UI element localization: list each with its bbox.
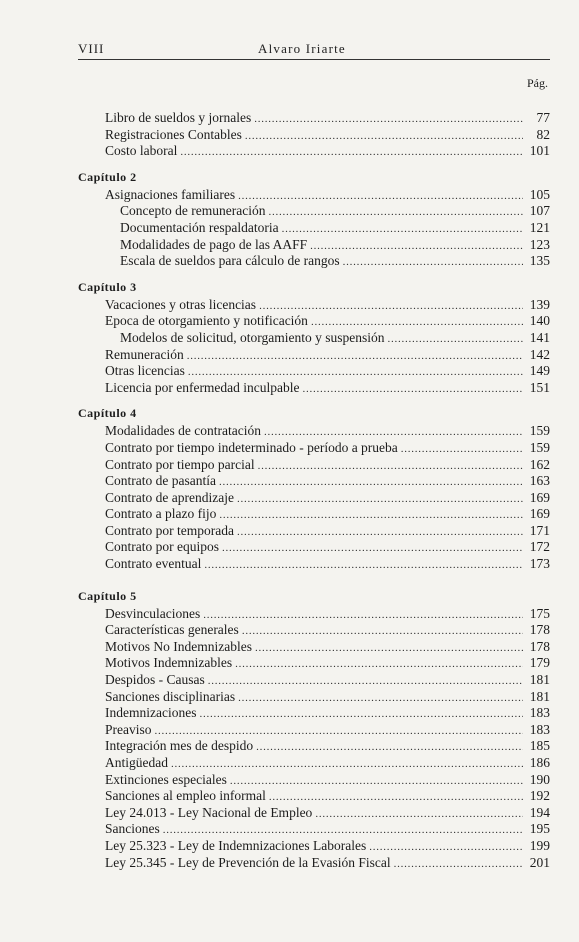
toc-entry bbox=[78, 110, 550, 127]
dot-leader bbox=[155, 723, 524, 740]
toc-entry-page: 101 bbox=[529, 143, 550, 159]
toc-entry bbox=[78, 490, 550, 507]
chapter-heading: Capítulo 2 bbox=[78, 169, 137, 184]
toc-entry-title: Concepto de remuneración bbox=[120, 203, 266, 219]
toc-entry-page: 190 bbox=[529, 771, 550, 787]
toc-entry-page: 139 bbox=[529, 296, 550, 312]
dot-leader bbox=[255, 640, 523, 657]
toc-entry-page: 194 bbox=[529, 804, 550, 820]
toc-entry-page: 181 bbox=[529, 688, 550, 704]
toc-entry bbox=[78, 220, 550, 237]
dot-leader bbox=[203, 607, 523, 624]
toc-entry-title: Indemnizaciones bbox=[105, 705, 197, 721]
toc-entry-page: 195 bbox=[529, 821, 550, 837]
toc-entry-title: Registraciones Contables bbox=[105, 126, 242, 142]
dot-leader bbox=[171, 756, 523, 773]
toc-entry-page: 179 bbox=[529, 655, 550, 671]
toc-entry bbox=[78, 330, 550, 347]
toc-entry-title: Integración mes de despido bbox=[105, 738, 254, 754]
toc-entry bbox=[78, 440, 550, 457]
dot-leader bbox=[269, 789, 523, 806]
toc-entry bbox=[78, 556, 550, 573]
toc-entry-page: 178 bbox=[529, 622, 550, 638]
dot-leader bbox=[245, 128, 523, 145]
toc-entry-title: Documentación respaldatoria bbox=[120, 219, 279, 235]
toc-entry-page: 123 bbox=[529, 236, 550, 252]
toc-entry bbox=[78, 423, 550, 440]
chapter-heading: Capítulo 3 bbox=[78, 279, 137, 294]
toc-entry bbox=[78, 622, 550, 639]
toc-entry bbox=[78, 127, 550, 144]
dot-leader bbox=[163, 822, 523, 839]
toc-entry-page: 149 bbox=[529, 363, 550, 379]
toc-entry bbox=[78, 506, 550, 523]
dot-leader bbox=[204, 557, 523, 574]
dot-leader bbox=[387, 331, 523, 348]
toc-entry bbox=[78, 672, 550, 689]
toc-entry bbox=[78, 143, 550, 160]
toc-entry-title: Contrato por equipos bbox=[105, 539, 219, 555]
dot-leader bbox=[219, 507, 523, 524]
toc-entry-page: 162 bbox=[529, 456, 550, 472]
toc-entry bbox=[78, 457, 550, 474]
toc-entry-page: 163 bbox=[529, 473, 550, 489]
dot-leader bbox=[256, 739, 523, 756]
toc-entry-page: 186 bbox=[529, 755, 550, 770]
toc-entry bbox=[78, 539, 550, 556]
toc-entry-title: Libro de sueldos y jornales bbox=[105, 110, 252, 125]
toc-entry bbox=[78, 380, 550, 397]
toc-entry-title: Licencia por enfermedad inculpable bbox=[105, 379, 300, 395]
dot-leader bbox=[254, 111, 523, 128]
toc-entry-page: 169 bbox=[529, 506, 550, 522]
toc-entry-page: 199 bbox=[529, 837, 550, 853]
toc-entry-page: 201 bbox=[529, 854, 550, 870]
toc-entry bbox=[78, 755, 550, 772]
toc-entry bbox=[78, 203, 550, 220]
toc-entry-title: Vacaciones y otras licencias bbox=[105, 296, 257, 312]
toc-entry-title: Sanciones disciplinarias bbox=[105, 688, 236, 704]
toc-entry-title: Motivos Indemnizables bbox=[105, 655, 233, 671]
toc-entry bbox=[78, 738, 550, 755]
toc-entry bbox=[78, 253, 550, 270]
dot-leader bbox=[188, 364, 523, 381]
dot-leader bbox=[208, 673, 523, 690]
toc-entry-title: Contrato de aprendizaje bbox=[105, 489, 234, 505]
toc-entry bbox=[78, 855, 550, 872]
toc-entry-title: Modelos de solicitud, otorgamiento y suspensión bbox=[120, 329, 385, 345]
toc-entry-page: 159 bbox=[529, 423, 550, 439]
toc-entry bbox=[78, 788, 550, 805]
toc-entry-title: Ley 25.323 - Ley de Indemnizaciones Laborales bbox=[105, 837, 367, 853]
toc-entry-page: 181 bbox=[529, 672, 550, 688]
toc-entry bbox=[78, 313, 550, 330]
toc-entry-page: 175 bbox=[529, 605, 550, 621]
toc-entry-title: Preaviso bbox=[105, 721, 152, 737]
toc-entry-title: Despidos - Causas bbox=[105, 672, 205, 688]
chapter-heading: Capítulo 5 bbox=[78, 588, 137, 603]
dot-leader bbox=[264, 424, 523, 441]
toc-entry-page: 141 bbox=[529, 329, 550, 345]
toc-entry-page: 151 bbox=[529, 379, 550, 395]
toc-entry bbox=[78, 805, 550, 822]
dot-leader bbox=[258, 458, 523, 475]
dot-leader bbox=[199, 706, 523, 723]
toc-entry-title: Otras licencias bbox=[105, 363, 185, 379]
toc-entry-title: Sanciones bbox=[105, 821, 160, 837]
toc-entry-title: Contrato de pasantía bbox=[105, 473, 216, 489]
dot-leader bbox=[343, 254, 523, 271]
toc-entry-title: Contrato a plazo fijo bbox=[105, 506, 217, 522]
dot-leader bbox=[259, 298, 523, 315]
toc-entry bbox=[78, 297, 550, 314]
toc-entry-page: 159 bbox=[529, 439, 550, 455]
toc-entry-title: Ley 25.345 - Ley de Prevención de la Evasión Fiscal bbox=[105, 854, 391, 870]
dot-leader bbox=[238, 690, 523, 707]
toc-entry-page: 173 bbox=[529, 556, 550, 572]
dot-leader bbox=[369, 839, 523, 856]
dot-leader bbox=[180, 144, 523, 161]
toc-entry-page: 142 bbox=[529, 346, 550, 362]
toc-section bbox=[78, 406, 550, 572]
toc-entry-page: 183 bbox=[529, 721, 550, 737]
dot-leader bbox=[222, 540, 523, 557]
dot-leader bbox=[315, 806, 523, 823]
toc-entry-title: Contrato por tiempo parcial bbox=[105, 456, 255, 472]
toc-entry-page: 107 bbox=[529, 203, 550, 219]
toc-entry-page: 172 bbox=[529, 539, 550, 555]
dot-leader bbox=[237, 491, 523, 508]
dot-leader bbox=[303, 381, 523, 398]
toc-entry bbox=[78, 722, 550, 739]
toc-entry bbox=[78, 523, 550, 540]
toc-entry-title: Remuneración bbox=[105, 346, 184, 362]
toc-entry-page: 171 bbox=[529, 522, 550, 538]
dot-leader bbox=[242, 623, 523, 640]
toc-entry-page: 192 bbox=[529, 788, 550, 804]
toc-entry-page: 121 bbox=[529, 219, 550, 235]
toc-entry bbox=[78, 821, 550, 838]
toc-entry bbox=[78, 655, 550, 672]
dot-leader bbox=[394, 856, 523, 873]
toc-entry-page: 178 bbox=[529, 638, 550, 654]
toc-entry-page: 183 bbox=[529, 705, 550, 721]
page-column-label: Pág. bbox=[527, 76, 548, 90]
toc-entry bbox=[78, 237, 550, 254]
dot-leader bbox=[187, 348, 523, 365]
toc-entry bbox=[78, 187, 550, 204]
toc-entry-page: 185 bbox=[529, 738, 550, 754]
dot-leader bbox=[311, 314, 523, 331]
toc-section bbox=[78, 589, 550, 872]
dot-leader bbox=[230, 773, 523, 790]
dot-leader bbox=[401, 441, 523, 458]
toc-entry bbox=[78, 772, 550, 789]
toc-entry-title: Costo laboral bbox=[105, 143, 178, 159]
toc-entry-title: Sanciones al empleo informal bbox=[105, 788, 266, 804]
toc-section bbox=[78, 280, 550, 397]
dot-leader bbox=[310, 238, 523, 255]
toc-entry-title: Modalidades de contratación bbox=[105, 423, 261, 439]
toc-entry-title: Modalidades de pago de las AAFF bbox=[120, 236, 308, 252]
toc-entry-title: Contrato eventual bbox=[105, 556, 202, 572]
toc-entry-title: Antigüedad bbox=[105, 755, 168, 770]
toc-entry bbox=[78, 838, 550, 855]
toc-entry bbox=[78, 347, 550, 364]
running-head: Alvaro Iriarte bbox=[258, 41, 346, 56]
toc-entry-page: 105 bbox=[529, 186, 550, 202]
toc-entry-title: Ley 24.013 - Ley Nacional de Empleo bbox=[105, 804, 313, 820]
toc-entry-page: 140 bbox=[529, 313, 550, 329]
toc-entry-title: Contrato por temporada bbox=[105, 522, 234, 538]
page-folio: VIII bbox=[78, 41, 105, 56]
dot-leader bbox=[282, 221, 523, 238]
dot-leader bbox=[237, 524, 523, 541]
table-of-contents bbox=[78, 110, 550, 871]
toc-entry-title: Motivos No Indemnizables bbox=[105, 638, 252, 654]
toc-entry-title: Extinciones especiales bbox=[105, 771, 227, 787]
toc-entry bbox=[78, 639, 550, 656]
toc-entry-page: 169 bbox=[529, 489, 550, 505]
toc-section bbox=[78, 170, 550, 270]
toc-entry-title: Características generales bbox=[105, 622, 239, 638]
header-rule bbox=[78, 59, 550, 60]
chapter-heading: Capítulo 4 bbox=[78, 406, 137, 421]
toc-entry-page: 82 bbox=[536, 126, 550, 142]
toc-entry-title: Asignaciones familiares bbox=[105, 186, 236, 202]
toc-entry-title: Desvinculaciones bbox=[105, 605, 201, 621]
dot-leader bbox=[219, 474, 523, 491]
dot-leader bbox=[238, 188, 523, 205]
toc-entry-page: 135 bbox=[529, 253, 550, 269]
toc-entry bbox=[78, 689, 550, 706]
toc-entry-title: Contrato por tiempo indeterminado - período a prueba bbox=[105, 439, 398, 455]
toc-entry-title: Epoca de otorgamiento y notificación bbox=[105, 313, 308, 329]
toc-entry bbox=[78, 606, 550, 623]
dot-leader bbox=[268, 204, 523, 221]
toc-entry bbox=[78, 473, 550, 490]
dot-leader bbox=[235, 656, 523, 673]
toc-entry bbox=[78, 363, 550, 380]
toc-entry-title: Escala de sueldos para cálculo de rangos bbox=[120, 253, 340, 269]
toc-entry bbox=[78, 705, 550, 722]
toc-entry-page: 77 bbox=[536, 110, 550, 125]
toc-section bbox=[78, 110, 550, 160]
